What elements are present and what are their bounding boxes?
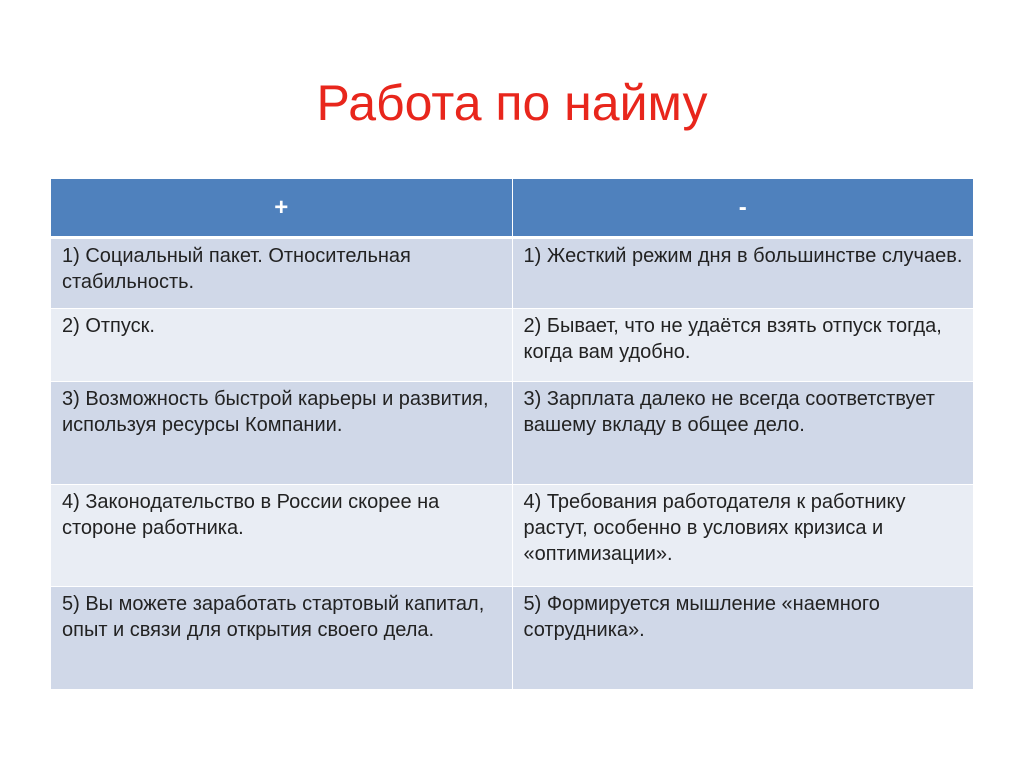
table-row <box>51 485 973 587</box>
pros-cell: 5) Вы можете заработать стартовый капитал, опыт и связи для открытия своего дела. <box>51 587 512 690</box>
header-pros: + <box>51 179 512 238</box>
table-row <box>51 382 973 485</box>
table-row <box>51 238 973 309</box>
pros-cell: 3) Возможность быстрой карьеры и развития, используя ресурсы Компании. <box>51 382 512 485</box>
pros-cell: 2) Отпуск. <box>51 309 512 382</box>
cons-cell: 1) Жесткий режим дня в большинстве случаев. <box>512 238 973 309</box>
header-cons: - <box>512 179 973 238</box>
cons-cell: 4) Требования работодателя к работнику растут, особенно в условиях кризиса и «оптимизации». <box>512 485 973 587</box>
table-row <box>51 309 973 382</box>
table-row <box>51 587 973 690</box>
slide-title: Работа по найму <box>316 75 708 131</box>
cons-cell: 5) Формируется мышление «наемного сотрудника». <box>512 587 973 690</box>
comparison-table <box>51 179 973 690</box>
table-header-row <box>51 179 973 238</box>
pros-cell: 4) Законодательство в России скорее на стороне работника. <box>51 485 512 587</box>
pros-cell: 1) Социальный пакет. Относительная стабильность. <box>51 238 512 309</box>
cons-cell: 3) Зарплата далеко не всегда соответствует вашему вкладу в общее дело. <box>512 382 973 485</box>
cons-cell: 2) Бывает, что не удаётся взять отпуск тогда, когда вам удобно. <box>512 309 973 382</box>
